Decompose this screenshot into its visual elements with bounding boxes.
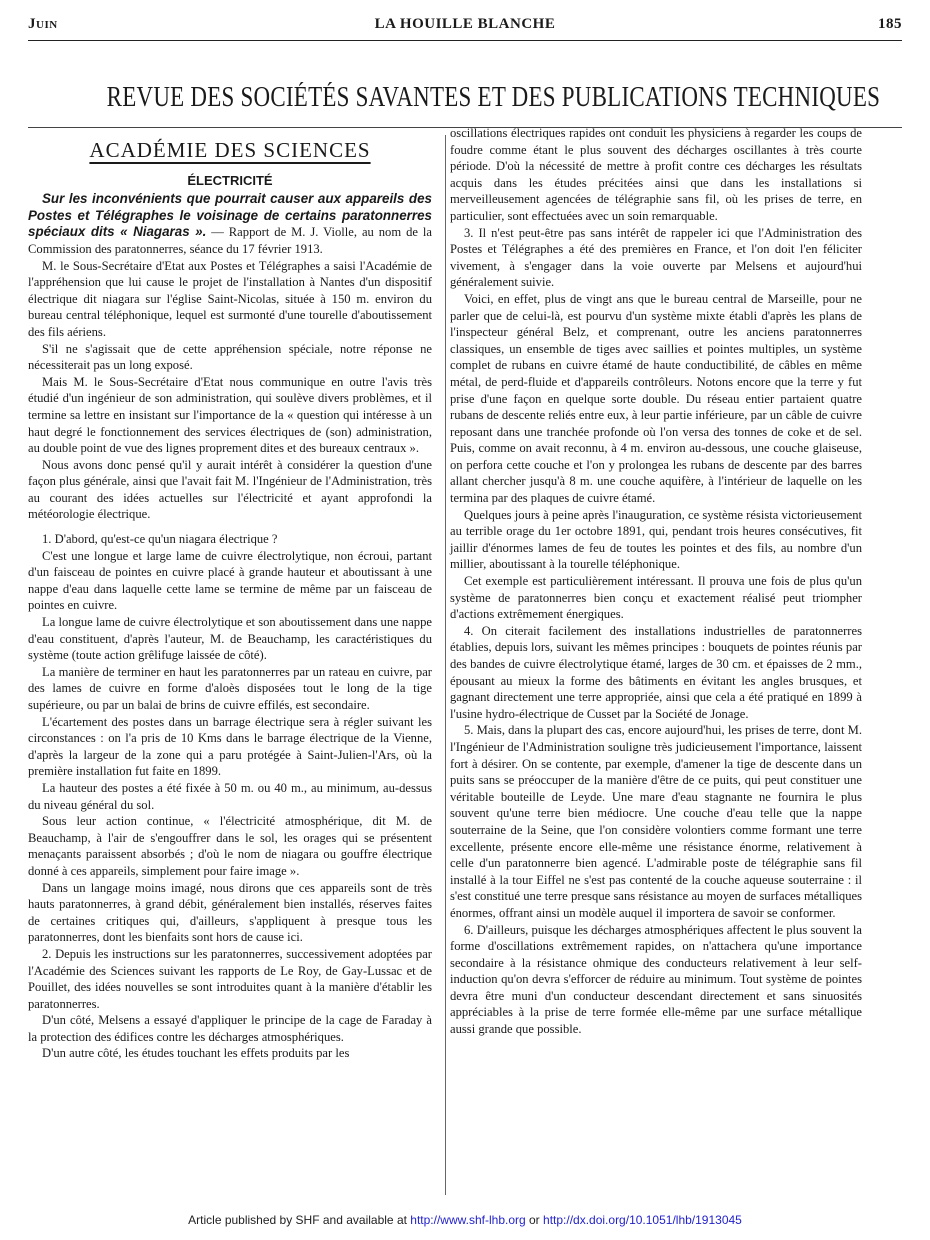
- paragraph: 3. Il n'est peut-être pas sans intérêt de rappeler ici que l'Administration des Postes et Télégraphes a été des premières en France, et l'on doit l'en féliciter vivement, à s'engager dans la voie ouverte par Melsens et aujourd'hui généralement suivie.: [450, 225, 862, 290]
- paragraph: La longue lame de cuivre électrolytique et son aboutissement dans une nappe d'eau constituent, d'après l'auteur, M. de Beauchamp, les caractéristiques du système (toute action grêlifuge laissée de côté).: [28, 615, 432, 663]
- running-head: [28, 16, 902, 38]
- paragraph: Sous leur action continue, « l'électricité atmosphérique, dit M. de Beauchamp, à l'air de s'engouffrer dans le sol, les orages qui se présentent menaçants paraissent absorbés ; d'où le nom de niagara ou gouffre électrique donné à ces appareils, simplement pour faire image ».: [28, 814, 432, 878]
- running-head-month: Juin: [28, 16, 58, 32]
- paragraph: Cet exemple est particulièrement intéressant. Il prouva une fois de plus qu'un système de paratonnerres bien conçu et exactement réalisé peut triompher d'actions extrêmement énergiques.: [450, 574, 862, 622]
- paragraph: C'est une longue et large lame de cuivre électrolytique, non écroui, partant d'un faisceau de pointes en cuivre placé à grande hauteur et aboutissant à une nappe d'eau dans laquelle cette lame se termine de même par un faisceau de pointes en cuivre.: [28, 548, 432, 613]
- header-rule: [28, 40, 902, 41]
- footer-text: Article published by SHF and available at: [188, 1213, 411, 1227]
- paragraph: M. le Sous-Secrétaire d'Etat aux Postes et Télégraphes a saisi l'Académie de l'appréhension que lui cause le projet de l'installation à Nantes d'un dispositif électrique dit niagara sur l'église Saint-Nicolas, située à 150 m. environ du bureau central téléphonique, lequel est surmonté d'une tourelle d'aboutissement des fils aériens.: [28, 258, 432, 339]
- paragraph: Dans un langage moins imagé, nous dirons que ces appareils sont de très hauts paratonnerres, à grand débit, généralement bien installés, réserves faites de certaines critiques qui, d'ailleurs, s'appliquent à presque tous les paratonnerres, dont les bienfaits sont hors de cause ici.: [28, 880, 432, 945]
- paragraph: La manière de terminer en haut les paratonnerres par un rateau en cuivre, par des lames de cuivre en forme d'aloès disposées tout le long de la tige supérieure, ou par un balai de brins de cuivre effilés, est secondaire.: [28, 664, 432, 712]
- paragraph: oscillations électriques rapides ont conduit les physiciens à regarder les coups de foudre comme étant le plus souvent des décharges oscillantes à très courte période. D'où la nécessité de mettre à profit contre ces décharges les résultats acquis dans les études précitées ainsi que dans les installations si merveilleusement agencées de télégraphie sans fil, où les prises de terre, en particulier, sont effectuées avec un soin remarquable.: [450, 126, 862, 223]
- paragraph: 2. Depuis les instructions sur les paratonnerres, successivement adoptées par l'Académie des Sciences suivant les rapports de Le Roy, de Gay-Lussac et de Pouillet, des idées nouvelles se sont introduites quant à la manière d'établir les paratonnerres.: [28, 946, 432, 1011]
- paragraph: Nous avons donc pensé qu'il y aurait intérêt à considérer la question d'une façon plus générale, ainsi que l'avait fait M. l'Ingénieur de l'Administration, très au courant des idées actuelles sur l'électricité et ayant approfondi la météorologie électrique.: [28, 457, 432, 522]
- lede-rest: — Rapport de M. J. Violle, au nom de la Commission des paratonnerres, séance du 17 février 1913.: [28, 225, 432, 256]
- footer-link-doi[interactable]: http://dx.doi.org/10.1051/lhb/1913045: [543, 1213, 742, 1227]
- footer-connector: or: [525, 1213, 544, 1227]
- paragraph: L'écartement des postes dans un barrage électrique sera à régler suivant les circonstances : on l'a pris de 10 Kms dans le barrage électrique de la Vienne, d'après la largeur de la zone qui a paru protégée à Saint-Julien-l'Ars, où la première installation fut faite en 1899.: [28, 714, 432, 779]
- paragraph: 1. D'abord, qu'est-ce qu'un niagara électrique ?: [42, 532, 278, 547]
- journal-title: LA HOUILLE BLANCHE: [374, 16, 556, 32]
- lede-title: Sur les inconvénients que pourrait causer aux appareils des Postes et Télégraphes le voisinage de certains paratonnerres spéciaux dits « Niagaras ».: [28, 191, 432, 240]
- paragraph: Voici, en effet, plus de vingt ans que le bureau central de Marseille, pour ne parler que de celui-là, est pourvu d'un système mixte établi d'après les plans de l'inspecteur général Belz, et comprenant, outre les anciens paratonnerres classiques, un ensemble de tiges avec saillies et pointes multiples, un système complet de rubans en cuivre étamé de haute conductibilité, de câbles en même métal, de perd-fluide et d'appareils contrôleurs. Notons encore que la terre y fut prise d'une façon en quelque sorte double. Du réseau entier partaient quatre rubans de descente reliés entre eux, à leur partie inférieure, par un câble de cuivre reposant dans une tranchée profonde où l'on versa des tonnes de coke et de sel. Puis, comme on avait reconnu, à 4 m. environ au-dessous, une couche glaiseuse, on perfora cette couche et l'on y prolongea les rubans de descente par des barres allant chercher jusqu'à 8 m. une couche aquifère, à l'intérieur de laquelle on les termina par des plaques de cuivre étamé.: [450, 291, 862, 506]
- left-column: [28, 140, 432, 1062]
- paragraph: S'il ne s'agissait que de cette appréhension spéciale, notre réponse ne nécessiterait pas un long exposé.: [28, 341, 432, 373]
- paragraph: D'un autre côté, les études touchant les effets produits par les: [42, 1046, 350, 1061]
- paragraph: Quelques jours à peine après l'inauguration, ce système résista victorieusement au terrible orage du 1er octobre 1891, qui, pendant trois heures consécutives, fit jaillir d'énormes lames de feu de toutes les pointes et des fils, au nombre d'un millier, aboutissant à la tourelle téléphonique.: [450, 507, 862, 572]
- footer-attribution: [0, 1213, 930, 1227]
- column-divider: [445, 135, 446, 1195]
- paragraph: 5. Mais, dans la plupart des cas, encore aujourd'hui, les prises de terre, dont M. l'Ingénieur de l'Administration souligne très judicieusement l'importance, laissent fort à désirer. On se contente, par exemple, d'amener la tige de descente dans un puits sans se préoccuper de la manière d'être de ce puits, qui peut constituer une véritable bouteille de Leyde. Une mare d'eau stagnante ne fournira le plus souvent qu'une terre bien médiocre. Une couche d'eau telle que la nappe souterraine de la Seine, que l'on considère volontiers comme formant une terre excellente, présente encore elle-même une résistance énorme, relativement à celle d'un paratonnerre bien agencé. L'admirable poste de télégraphie sans fil installé à la tour Eiffel ne s'est pas contenté de la couche aqueuse souterraine : il s'est constitué une terre presque sans résistance au moyen de surfaces métalliques énormes, offrant ainsi un modèle auquel il importera de savoir se conformer.: [450, 723, 862, 920]
- right-column: [450, 125, 862, 1038]
- paragraph: D'un côté, Melsens a essayé d'appliquer le principe de la cage de Faraday à la protection des édifices contre les décharges atmosphériques.: [28, 1013, 432, 1044]
- paragraph: 4. On citerait facilement des installations industrielles de paratonnerres établies, depuis lors, suivant les mêmes principes : bouquets de pointes réunis par des bandes de cuivre électrolytique étamé, larges de 30 cm. et épaisses de 2 mm., épousant au mieux la forme des bâtiments en évitant les angles brusques, et gagnant directement une terre appropriée, ainsi que cela a été pratiqué en 1899 à l'usine hydro-électrique de Cusset par la Société de Jonage.: [450, 623, 862, 721]
- paragraph: La hauteur des postes a été fixée à 50 m. ou 40 m., au minimum, au-dessus du niveau général du sol.: [28, 780, 432, 812]
- paragraph: Mais M. le Sous-Secrétaire d'Etat nous communique en outre l'avis très étudié d'un ingénieur de son administration, qui soulève divers problèmes, et il termine sa lettre en insistant sur l'importance de la « question qui intéresse à un haut degré le fonctionnement des services électriques de (son) administration, au double point de vue des lignes proprement dites et des bureaux centraux ».: [28, 374, 432, 456]
- page-number: 185: [878, 16, 902, 32]
- paragraph: 6. D'ailleurs, puisque les décharges atmosphériques affectent le plus souvent la forme d'oscillations extrêmement rapides, on n'attachera qu'une importance secondaire à la résistance ohmique des conducteurs relativement à leur self-induction qu'on devra s'efforcer de réduire au minimum. Tout système de pointes devra être muni d'un conducteur descendant directement et sans sinuosités appréciables à la prise de terre formée elle-même par une surface métallique aussi grande que possible.: [450, 922, 862, 1037]
- article-lede: [28, 191, 432, 257]
- electricite-subheading: ÉLECTRICITÉ: [187, 172, 273, 188]
- section-title: REVUE DES SOCIÉTÉS SAVANTES ET DES PUBLICATIONS TECHNIQUES: [106, 82, 881, 113]
- footer-link-shf[interactable]: http://www.shf-lhb.org: [410, 1213, 526, 1227]
- academie-heading: ACADÉMIE DES SCIENCES: [89, 138, 371, 162]
